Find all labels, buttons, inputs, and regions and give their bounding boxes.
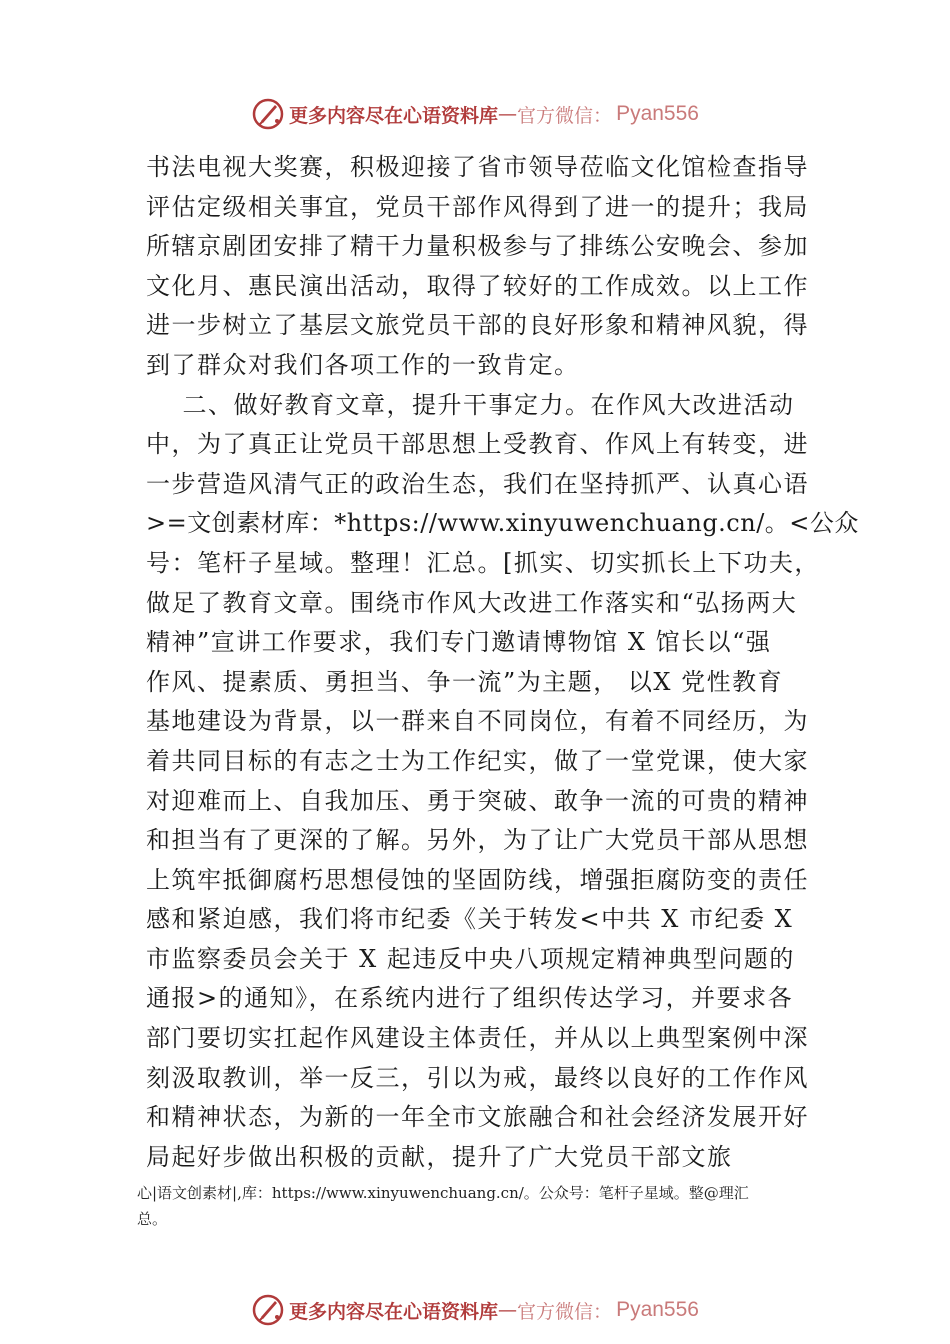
body-line: 文化月、惠民演出活动，取得了较好的工作成效。以上工作 <box>146 271 809 300</box>
source-footnote <box>137 1180 827 1232</box>
body-line: 中，为了真正让党员干部思想上受教育、作风上有转变，进 <box>146 430 809 459</box>
banner-brand-text: 更多内容尽在心语资料库 <box>289 1300 499 1323</box>
body-line: 对迎难而上、自我加压、勇于突破、敢争一流的可贵的精神 <box>146 786 809 815</box>
body-line: 感和紧迫感，我们将市纪委《关于转发<中共 X 市纪委 X <box>146 905 794 934</box>
footnote-line-2: 总。 <box>137 1210 168 1228</box>
body-line: 局起好步做出积极的贡献，提升了广大党员干部文旅 <box>146 1142 733 1171</box>
body-line: 作风、提素质、勇担当、争一流”为主题， 以X 党性教育 <box>146 667 784 696</box>
document-body <box>146 148 859 1177</box>
body-line: 上筑牢抵御腐朽思想侵蚀的坚固防线，增强拒腐防变的责任 <box>146 865 809 894</box>
banner-wechat-label: 官方微信： <box>517 104 613 127</box>
body-line: 号：笔杆子星域。整理！汇总。[抓实、切实抓长上下功夫， <box>146 548 820 577</box>
banner-wechat-label: 官方微信： <box>517 1300 613 1323</box>
body-line: 到了群众对我们各项工作的一致肯定。 <box>146 350 580 379</box>
body-line: 刻汲取教训，举一反三，引以为戒，最终以良好的工作作风 <box>146 1063 809 1092</box>
banner-wechat-id: Pyan556 <box>616 102 699 125</box>
banner-separator: — <box>498 103 518 125</box>
banner-wechat-id: Pyan556 <box>616 1298 699 1321</box>
body-line: 精神”宣讲工作要求，我们专门邀请博物馆 X 馆长以“强 <box>146 628 772 657</box>
body-line: 和精神状态，为新的一年全市文旅融合和社会经济发展开好 <box>146 1103 809 1132</box>
body-line: 基地建设为背景，以一群来自不同岗位，有着不同经历，为 <box>146 707 809 736</box>
footnote-line-1: 心|语文创素材|,库：https://www.xinyuwenchuang.cn/。公众号：笔杆子星域。整@理汇 <box>137 1184 749 1202</box>
header-banner <box>0 94 950 134</box>
body-line: 所辖京剧团安排了精干力量积极参与了排练公安晚会、参加 <box>146 232 809 261</box>
body-line: 通报>的通知》，在系统内进行了组织传达学习，并要求各 <box>146 984 794 1013</box>
body-line: 评估定级相关事宜，党员干部作风得到了进一的提升；我局 <box>146 192 809 221</box>
body-line: 二、做好教育文章，提升干事定力。在作风大改进活动 <box>146 390 795 419</box>
body-line: 一步营造风清气正的政治生态，我们在坚持抓严、认真心语 <box>146 469 809 498</box>
body-line: >=文创素材库：*https://www.xinyuwenchuang.cn/。<公众 <box>146 509 859 538</box>
body-line: 和担当有了更深的了解。另外，为了让广大党员干部从思想 <box>146 826 809 855</box>
quill-pen-logo-icon <box>251 1293 285 1327</box>
footer-banner <box>0 1290 950 1330</box>
body-line: 进一步树立了基层文旅党员干部的良好形象和精神风貌，得 <box>146 311 809 340</box>
body-line: 部门要切实扛起作风建设主体责任，并从以上典型案例中深 <box>146 1024 809 1053</box>
body-line: 书法电视大奖赛，积极迎接了省市领导莅临文化馆检查指导 <box>146 153 809 181</box>
body-line: 做足了教育文章。围绕市作风大改进工作落实和“弘扬两大 <box>146 588 798 617</box>
banner-separator: — <box>498 1299 518 1321</box>
body-line: 着共同目标的有志之士为工作纪实，做了一堂党课，使大家 <box>146 746 809 775</box>
quill-pen-logo-icon <box>251 97 285 131</box>
body-line: 市监察委员会关于 X 起违反中央八项规定精神典型问题的 <box>146 944 795 973</box>
banner-brand-text: 更多内容尽在心语资料库 <box>289 104 499 127</box>
